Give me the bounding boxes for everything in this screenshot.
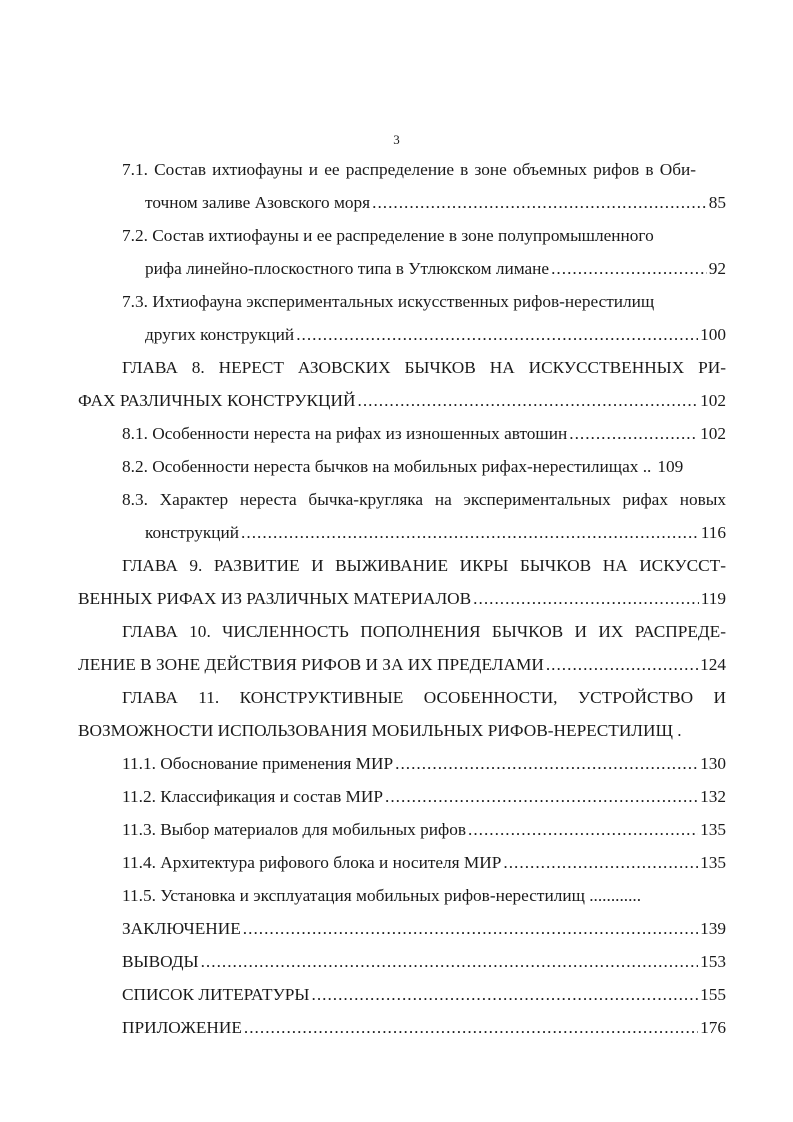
toc-7-1-page: 85	[708, 193, 726, 212]
toc-7-2-line2: рифа линейно-плоскостного типа в Утлюкском лимане	[145, 259, 550, 278]
toc-8-1-entry[interactable]	[122, 420, 726, 448]
toc-7-2-entry[interactable]	[145, 255, 726, 283]
toc-chapter-10-line1: ГЛАВА 10. ЧИСЛЕННОСТЬ ПОПОЛНЕНИЯ БЫЧКОВ И ИХ РАСПРЕДЕ-	[122, 622, 726, 641]
leader-dots	[243, 915, 698, 943]
toc-references-title: СПИСОК ЛИТЕРАТУРЫ	[122, 985, 310, 1004]
toc-chapter-9-line2: ВЕННЫХ РИФАХ ИЗ РАЗЛИЧНЫХ МАТЕРИАЛОВ	[78, 589, 472, 608]
page-number: 3	[393, 132, 400, 147]
leader-dots	[473, 585, 699, 613]
leader-dots	[395, 750, 698, 778]
leader-dots	[358, 387, 699, 415]
toc-references-entry[interactable]	[122, 981, 726, 1009]
leader-dots	[241, 519, 699, 547]
toc-chapter-10-page: 124	[700, 655, 726, 674]
toc-findings-entry[interactable]	[122, 948, 726, 976]
toc-11-4-entry[interactable]	[122, 849, 726, 877]
toc-11-1-entry[interactable]	[122, 750, 726, 778]
toc-8-1-title: 8.1. Особенности нереста на рифах из изношенных автошин	[122, 424, 568, 443]
toc-chapter-8-page: 102	[700, 391, 726, 410]
toc-chapter-10-line2: ЛЕНИЕ В ЗОНЕ ДЕЙСТВИЯ РИФОВ И ЗА ИХ ПРЕДЕЛАМИ	[78, 655, 544, 674]
toc-7-3-line2: других конструкций	[145, 325, 295, 344]
toc-appendix-page: 176	[700, 1018, 726, 1037]
toc-11-4-page: 135	[700, 853, 726, 872]
toc-chapter-10-entry[interactable]	[78, 651, 726, 679]
toc-11-3-title: 11.3. Выбор материалов для мобильных рифов	[122, 820, 467, 839]
leader-dots	[551, 255, 707, 283]
toc-chapter-9-line1: ГЛАВА 9. РАЗВИТИЕ И ВЫЖИВАНИЕ ИКРЫ БЫЧКОВ НА ИСКУССТ-	[122, 556, 726, 575]
toc-appendix-title: ПРИЛОЖЕНИЕ	[122, 1018, 242, 1037]
toc-conclusion-title: ЗАКЛЮЧЕНИЕ	[122, 919, 241, 938]
toc-7-3-line1: 7.3. Ихтиофауна экспериментальных искусственных рифов-нерестилищ	[122, 292, 655, 311]
toc-8-2-page: 109	[657, 457, 684, 476]
leader-dots	[569, 420, 698, 448]
toc-11-2-title: 11.2. Классификация и состав МИР	[122, 787, 384, 806]
toc-chapter-8-line1: ГЛАВА 8. НЕРЕСТ АЗОВСКИХ БЫЧКОВ НА ИСКУССТВЕННЫХ РИ-	[122, 358, 726, 377]
toc-8-3-line1: 8.3. Характер нереста бычка-кругляка на экспериментальных рифах новых	[122, 490, 726, 509]
leader-dots	[546, 651, 698, 679]
leader-dots	[468, 816, 698, 844]
toc-8-3-page: 116	[700, 523, 726, 542]
leader-dots	[201, 948, 698, 976]
toc-findings-title: ВЫВОДЫ	[122, 952, 199, 971]
leader-dots	[503, 849, 698, 877]
toc-chapter-11-line2[interactable]: ВОЗМОЖНОСТИ ИСПОЛЬЗОВАНИЯ МОБИЛЬНЫХ РИФОВ-НЕРЕСТИЛИЩ .	[78, 721, 682, 740]
toc-11-1-page: 130	[700, 754, 726, 773]
toc-8-3-entry[interactable]	[145, 519, 726, 547]
toc-8-2-entry[interactable]	[122, 453, 726, 481]
toc-11-2-page: 132	[700, 787, 726, 806]
toc-chapter-9-entry[interactable]	[78, 585, 726, 613]
leader-dots	[372, 189, 707, 217]
toc-7-1-line2: точном заливе Азовского моря	[145, 193, 371, 212]
toc-7-1-entry[interactable]	[145, 189, 726, 217]
toc-11-3-page: 135	[700, 820, 726, 839]
toc-chapter-8-entry[interactable]	[78, 387, 726, 415]
toc-7-2-page: 92	[708, 259, 726, 278]
toc-8-1-page: 102	[700, 424, 726, 443]
toc-11-5-entry[interactable]: 11.5. Установка и эксплуатация мобильных рифов-нерестилищ ............	[122, 886, 642, 905]
toc-chapter-11-line1: ГЛАВА 11. КОНСТРУКТИВНЫЕ ОСОБЕННОСТИ, УСТРОЙСТВО И	[122, 688, 726, 707]
toc-7-1-line1: 7.1. Состав ихтиофауны и ее распределение в зоне объемных рифов в Оби-	[122, 160, 696, 179]
toc-appendix-entry[interactable]	[122, 1014, 726, 1042]
toc-8-3-line2: конструкций	[145, 523, 240, 542]
toc-references-page: 155	[700, 985, 726, 1004]
toc-chapter-8-line2: ФАХ РАЗЛИЧНЫХ КОНСТРУКЦИЙ	[78, 391, 356, 410]
toc-11-4-title: 11.4. Архитектура рифового блока и носителя МИР	[122, 853, 502, 872]
toc-8-2-title: 8.2. Особенности нереста бычков на мобильных рифах-нерестилищах ..	[122, 457, 652, 476]
leader-dots	[296, 321, 698, 349]
toc-findings-page: 153	[700, 952, 726, 971]
toc-11-2-entry[interactable]	[122, 783, 726, 811]
toc-conclusion-page: 139	[700, 919, 726, 938]
toc-chapter-9-page: 119	[700, 589, 726, 608]
toc-7-3-entry[interactable]	[145, 321, 726, 349]
toc-11-3-entry[interactable]	[122, 816, 726, 844]
toc-7-2-line1: 7.2. Состав ихтиофауны и ее распределение в зоне полупромышленного	[122, 226, 654, 245]
toc-conclusion-entry[interactable]	[122, 915, 726, 943]
leader-dots	[385, 783, 698, 811]
toc-11-1-title: 11.1. Обоснование применения МИР	[122, 754, 394, 773]
leader-dots	[312, 981, 699, 1009]
leader-dots	[244, 1014, 698, 1042]
toc-7-3-page: 100	[700, 325, 726, 344]
